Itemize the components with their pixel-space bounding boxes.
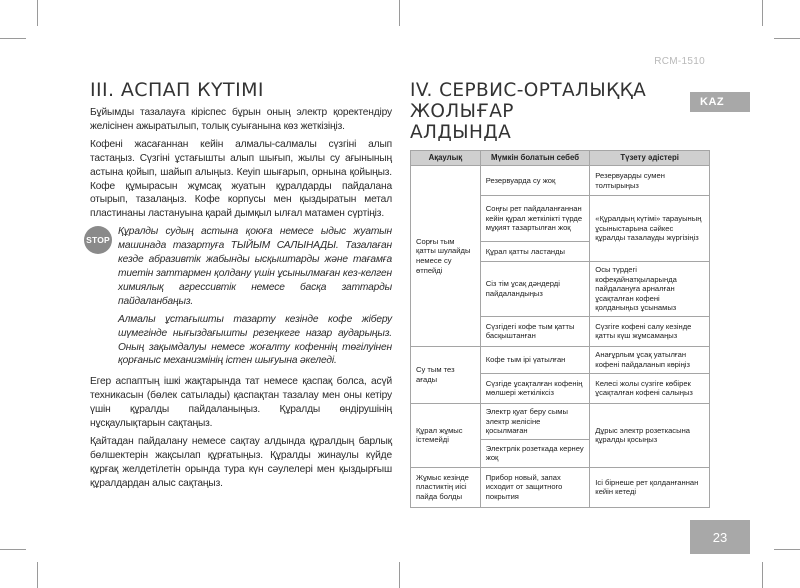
- title-line: IV. СЕРВИС-ОРТАЛЫҚҚА ЖОЛЫҒАР: [410, 80, 647, 122]
- fix-cell: Ісі бірнеше рет қолданғаннан кейін кетеді: [590, 467, 710, 507]
- cause-cell: Сіз тім ұсақ дәндерді пайдаландыңыз: [480, 262, 590, 317]
- crop-mark: [762, 0, 763, 26]
- fix-cell: Осы түрдегі кофеқайнатқыларында пайдалануға арналған ұсақталған кофені қолданыңыз ұсынамыз: [590, 262, 710, 317]
- crop-mark: [37, 0, 38, 26]
- fault-cell: Құрал жұмыс істемейді: [411, 403, 481, 467]
- service-section: [410, 80, 710, 508]
- paragraph: Бұйымды тазалауға кіріспес бұрын оның электр қоректендіру желісінен ажыратылып, толық суығанына көз жеткізіңіз.: [90, 107, 392, 132]
- fault-cell: Жұмыс кезінде пластиктің иісі пайда болды: [411, 467, 481, 507]
- column-header: Мүмкін болатын себеб: [480, 151, 590, 166]
- crop-mark: [399, 562, 400, 588]
- fix-cell: Дұрыс электр розеткасына құралды қосыңыз: [590, 403, 710, 467]
- column-header: Түзету әдістері: [590, 151, 710, 166]
- cause-cell: Кофе тым ірі үатылған: [480, 346, 590, 373]
- fix-cell: Сүзгіге кофені салу кезінде қатты күш жұмсамаңыз: [590, 316, 710, 346]
- warning-text: Алмалы ұстағышты тазарту кезінде кофе жіберу шүмегінде нығыздағышты резеңкеге назар аударыңыз. Оның зақымдалуы немесе жоғалту кофеннің төгілуінен қорғаныс механизмінің істен шығуына әкеледі.: [118, 313, 392, 367]
- crop-mark: [0, 549, 26, 550]
- cause-cell: Сүзгідегі кофе тым қатты басқыштанған: [480, 316, 590, 346]
- fault-cell: Су тым тез ағады: [411, 346, 481, 403]
- care-section: [86, 79, 392, 495]
- crop-mark: [399, 0, 400, 26]
- warning-text: Құралды судың астына қоюға немесе ыдыс жуатын машинада тазартуға ТЫЙЫМ САЛЫНАДЫ. Тазалаған кезде абразивтік жабынды ысқыштарды және тағамға тиетін заттармен қолдану үшін ұсынылмаған кез-келген химиялық агрессивтік немесе басқа заттарды пайдаланбаңыз.: [118, 226, 392, 307]
- table-row: [411, 346, 710, 373]
- cause-cell: Соңғы рет пайдаланғаннан кейін құрал жеткілікті түрде мұқият тазартылған жоқ: [480, 196, 590, 242]
- paragraph: Егер аспаптың ішкі жақтарында тат немесе қаспақ болса, асүй техникасын (бөлек сатылады) қаспақтан тазалау мен оны кетіру үшін құралды пайдаланыңыз. Құралды өндірушінің нұсқаулықтарын сақтаңыз.: [90, 376, 392, 430]
- language-tab: KAZ: [690, 92, 750, 112]
- cause-cell: Прибор новый, запах исходит от защитного покрытия: [480, 467, 590, 507]
- troubleshooting-table: [410, 150, 710, 508]
- stop-icon: STOP: [84, 226, 112, 254]
- section-title: [410, 80, 710, 143]
- fix-cell: Келесі жолы сүзгіге көбірек ұсақталған кофені салыңыз: [590, 373, 710, 403]
- fix-cell: Резервуарды сумен толтырыңыз: [590, 166, 710, 196]
- crop-mark: [774, 38, 800, 39]
- fix-cell: Анағұрлым ұсақ уатылған кофені пайдаланып көріңіз: [590, 346, 710, 373]
- title-line: АЛДЫНДА: [410, 122, 512, 143]
- paragraph: Кофені жасағаннан кейін алмалы-салмалы сүзгіні алып тастаңыз. Сүзгіні ұстағышты алып шығып, жылы су ағынының астына қойып, шайып алыңыз. Кеуіп шығарып, орнына қойыңыз. Кофе құмырасын жұмсақ жуатын құралдарды пайдалана отырып, тазалаңыз. Кофе корпусы мен қыздыратын метал пластинаны ластануына қарай дымқыл ылғал матамен сүртіңіз.: [90, 138, 392, 220]
- cause-cell: Электрлік розеткада кернеу жоқ: [480, 439, 590, 467]
- table-row: [411, 166, 710, 196]
- paragraph: Қайтадан пайдалану немесе сақтау алдында құралдың барлық бөлшектерін жақсылап құрғатыңыз. Құралды жинаулы күйде құрғақ желдетілетін орында тура күн сәулелері мен қыздырғыш құралдардан алыс сақтаңыз.: [90, 435, 392, 489]
- fault-cell: Сорғы тым қатты шулайды немесе су өтпейді: [411, 166, 481, 347]
- model-number: RCM-1510: [654, 56, 705, 67]
- cause-cell: Электр қуат беру сымы электр желісіне қосылмаған: [480, 403, 590, 439]
- fix-cell: «Құралдың күтімі» тарауының ұсыныстарына сәйкес құралды тазалауды жүргізіңіз: [590, 196, 710, 262]
- crop-mark: [0, 38, 26, 39]
- table-header-row: [411, 151, 710, 166]
- table-row: [411, 467, 710, 507]
- cause-cell: Құрал қатты ластанды: [480, 242, 590, 262]
- section-title: III. АСПАП КҮТІМІ: [90, 79, 264, 101]
- cause-cell: Резервуарда су жоқ: [480, 166, 590, 196]
- cause-cell: Сүзгіде ұсақталған кофенің мөлшері жеткіліксіз: [480, 373, 590, 403]
- crop-mark: [774, 549, 800, 550]
- warning-block: [86, 225, 392, 368]
- crop-mark: [762, 562, 763, 588]
- page-number: 23: [690, 520, 750, 554]
- column-header: Ақаулық: [411, 151, 481, 166]
- table-row: [411, 403, 710, 439]
- crop-mark: [37, 562, 38, 588]
